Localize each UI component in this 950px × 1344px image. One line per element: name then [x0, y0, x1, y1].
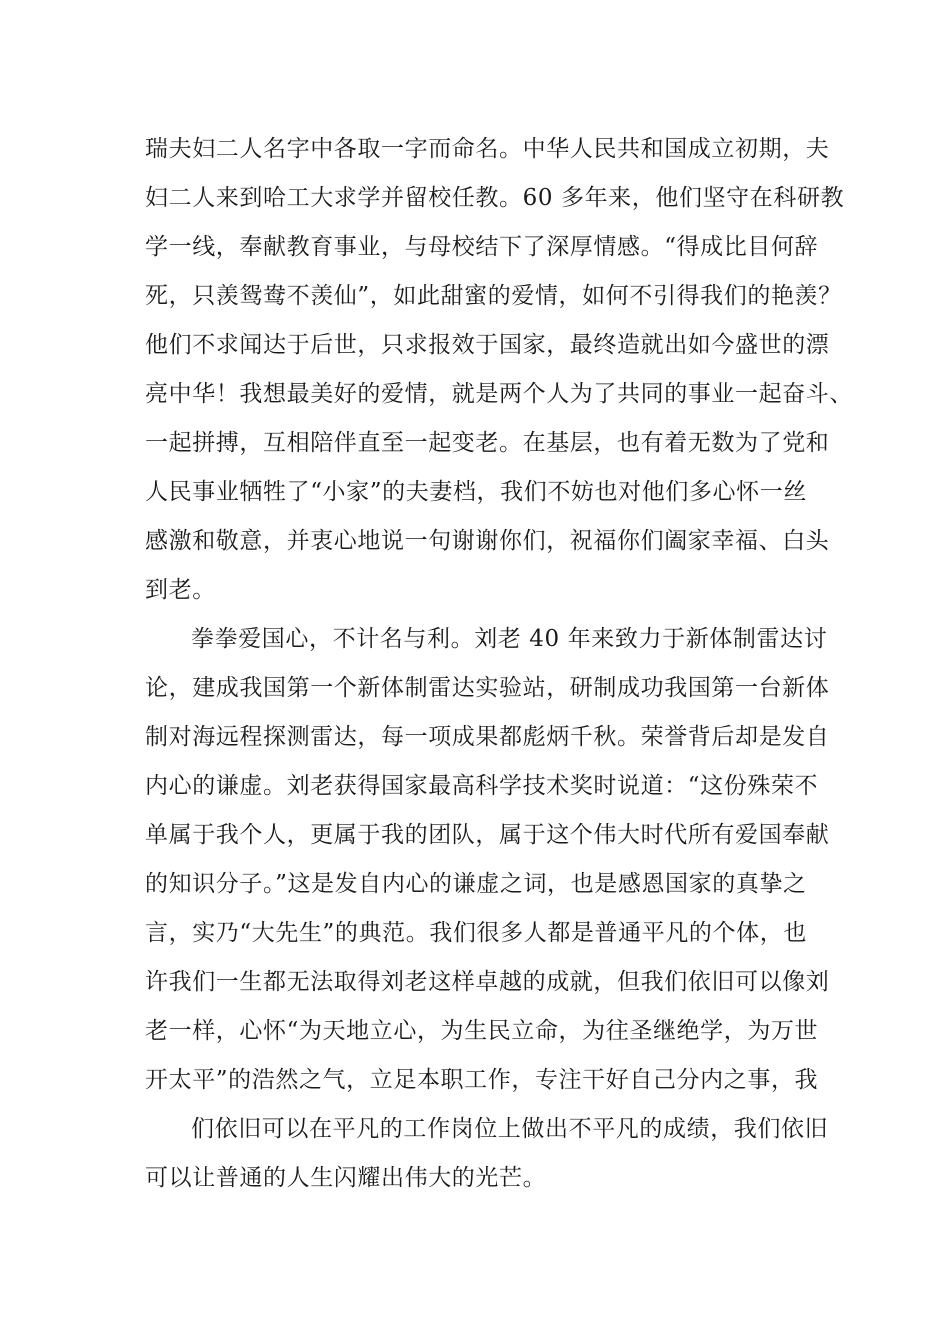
paragraph-3 [145, 1105, 845, 1203]
text-line: 言，实乃“大先生”的典范。我们很多人都是普通平凡的个体，也 [145, 920, 807, 946]
document-body [145, 125, 853, 1203]
text-line: 感激和敬意，并衷心地说一句谢谢你们，祝福你们阖家幸福、白头 [145, 528, 830, 554]
text-line: 单属于我个人，更属于我的团队，属于这个伟大时代所有爱国奉献 [145, 822, 830, 848]
text-line: 瑞夫妇二人名字中各取一字而命名。中华人民共和国成立初期，夫 [145, 136, 830, 162]
text-line: 一起拼搏，互相陪伴直至一起变老。在基层，也有着无数为了党和 [145, 430, 830, 456]
text-line: 死，只羡鸳鸯不羡仙”，如此甜蜜的爱情，如何不引得我们的艳羡？ [145, 283, 842, 309]
text-line: 论，建成我国第一个新体制雷达实验站，研制成功我国第一台新体 [145, 675, 830, 701]
text-line-indented: 们依旧可以在平凡的工作岗位上做出不平凡的成绩，我们依旧 [191, 1116, 829, 1142]
text-line: 的知识分子。”这是发自内心的谦虚之词，也是感恩国家的真挚之 [145, 871, 807, 897]
text-line: 人民事业牺牲了“小家”的夫妻档，我们不妨也对他们多心怀一丝 [145, 479, 807, 505]
paragraph-1 [145, 125, 853, 615]
text-line: 他们不求闻达于后世，只求报效于国家，最终造就出如今盛世的漂 [145, 332, 830, 358]
text-line: 到老。 [145, 577, 216, 603]
text-line: 许我们一生都无法取得刘老这样卓越的成就，但我们依旧可以像刘 [145, 969, 830, 995]
text-line: 老一样，心怀“为天地立心，为生民立命，为往圣继绝学，为万世 [145, 1018, 819, 1044]
paragraph-2 [145, 615, 845, 1105]
text-line-indented: 拳拳爱国心，不计名与利。刘老 40 年来致力于新体制雷达讨 [191, 626, 828, 652]
text-line: 亮中华！我想最美好的爱情，就是两个人为了共同的事业一起奋斗、 [145, 381, 853, 407]
text-line: 妇二人来到哈工大求学并留校任教。60 多年来，他们坚守在科研教 [145, 185, 845, 211]
text-line: 可以让普通的人生闪耀出伟大的光芒。 [145, 1165, 547, 1191]
text-line: 学一线，奉献教育事业，与母校结下了深厚情感。“得成比目何辞 [145, 234, 819, 260]
text-line: 开太平”的浩然之气，立足本职工作，专注干好自己分内之事，我 [145, 1067, 819, 1093]
text-line: 制对海远程探测雷达，每一项成果都彪炳千秋。荣誉背后却是发自 [145, 724, 830, 750]
text-line: 内心的谦虚。刘老获得国家最高科学技术奖时说道：“这份殊荣不 [145, 773, 819, 799]
